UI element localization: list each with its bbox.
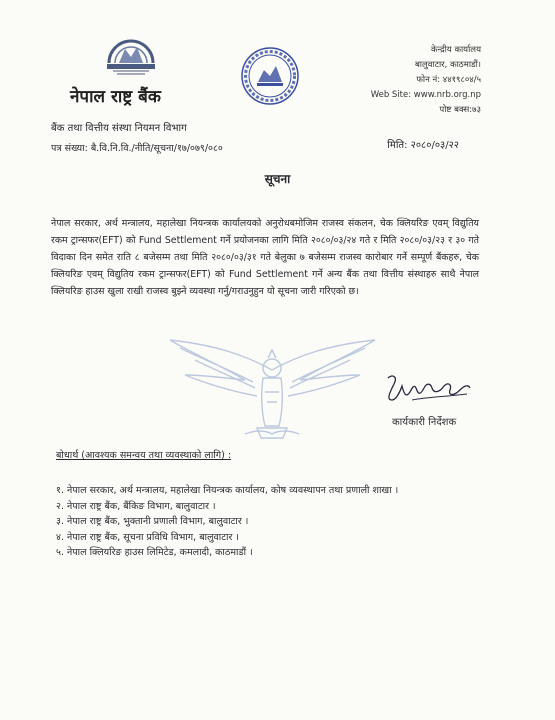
signatory-title: कार्यकारी निर्देशक	[392, 417, 457, 428]
notice-title: सूचना	[264, 172, 291, 186]
cc-item: २. नेपाल राष्ट्र बैंक, बैंकिङ विभाग, बालुवाटार ।	[56, 500, 216, 512]
address-line: बालुवाटार, काठमाडौं।	[414, 60, 481, 70]
cc-item: ५. नेपाल क्लियरिङ हाउस लिमिटेड, कमलादी, काठमाडौं ।	[56, 547, 253, 558]
cc-list	[56, 483, 398, 561]
nrb-logo	[103, 33, 159, 81]
address-line: केन्द्रीय कार्यालय	[430, 45, 481, 55]
cc-heading: बोधार्थ (आवश्यक समन्वय तथा व्यवस्थाको लागि) :	[56, 450, 232, 461]
bank-name: नेपाल राष्ट्र बैंक	[70, 87, 161, 107]
cc-item: १. नेपाल सरकार, अर्थ मन्त्रालय, महालेखा नियन्त्रक कार्यालय, कोष व्यवस्थापन तथा प्रणाली शाखा ।	[56, 485, 399, 496]
notice-body: नेपाल सरकार, अर्थ मन्त्रालय, महालेखा नियन्त्रक कार्यालयको अनुरोधबमोजिम राजस्व संकलन, चेक क्लियरिङ एवम् विद्युतिय रकम ट्रान्सफर(EFT) को Fund Settlement गर्ने प्रयोजनका लागि मिति २०८०/०३/२४ गते र मिति २०८०/०३/२३ र ३० गते विदाका दिन समेत राति ८ बजेसम्म तथा मिति २०८०/०३/३१ गते बेलुका ७ बजेसम्म राजस्व कारोबार गर्ने सम्पूर्ण बैंकहरु, चेक क्लियरिङ एवम् विद्युतिय रकम ट्रान्सफर(EFT) को Fund Settlement गर्ने अन्य बैंक तथा वित्तीय संस्थाहरु साथै नेपाल क्लियरिङ हाउस खुला राखी राजस्व बुझ्ने व्यवस्था गर्नु/गराउनुहुन यो सूचना जारी गरिएको छ।	[51, 218, 479, 297]
department-name: बैंक तथा वित्तीय संस्था नियमन विभाग	[51, 123, 187, 134]
garuda-watermark	[165, 330, 380, 445]
official-seal	[240, 46, 300, 106]
reference-number: पत्र संख्या: बै.वि.नि.वि./नीति/सूचना/१७/०७९/०८०	[51, 143, 223, 154]
cc-item: ३. नेपाल राष्ट्र बैंक, भुक्तानी प्रणाली विभाग, बालुवाटार ।	[56, 516, 249, 527]
office-address	[331, 43, 481, 118]
address-line: पोष्ट बक्स:७३	[439, 105, 481, 115]
cc-item: ४. नेपाल राष्ट्र बैंक, सूचना प्रविधि विभाग, बालुवाटार ।	[56, 531, 240, 543]
address-line: फोन नं: ४४१९८०४/५	[416, 75, 481, 85]
letter-date: मिति: २०८०/०३/२२	[387, 140, 459, 151]
signature	[382, 370, 474, 408]
address-line: Web Site: www.nrb.org.np	[370, 90, 481, 100]
